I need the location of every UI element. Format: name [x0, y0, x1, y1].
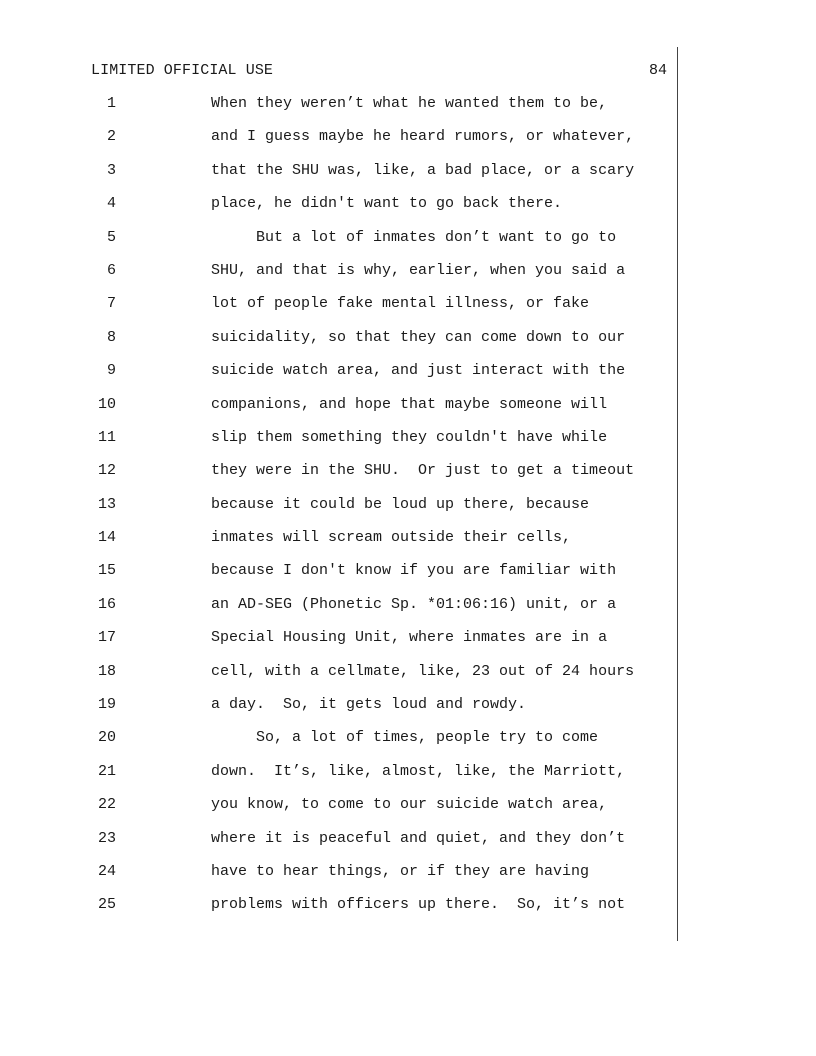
line-number: 1	[106, 95, 116, 112]
transcript-line	[0, 696, 680, 729]
transcript-line	[0, 663, 680, 696]
transcript-line	[0, 362, 680, 395]
transcript-line	[0, 329, 680, 362]
line-number: 13	[97, 495, 116, 513]
transcript-line	[0, 729, 680, 762]
transcript-line	[0, 629, 680, 662]
line-text: inmates will scream outside their cells,	[211, 529, 572, 547]
line-number: 21	[97, 762, 116, 780]
line-number: 3	[106, 161, 116, 179]
line-number: 11	[97, 428, 116, 446]
transcript-line	[0, 396, 680, 429]
line-number: 7	[106, 295, 116, 313]
line-text: down. It’s, like, almost, like, the Marriott,	[211, 762, 626, 780]
line-number: 14	[97, 529, 116, 547]
line-text: problems with officers up there. So, it’s not	[211, 896, 626, 914]
line-text: companions, and hope that maybe someone will	[211, 395, 608, 413]
line-number: 23	[97, 829, 116, 847]
line-text: slip them something they couldn't have while	[211, 428, 608, 446]
line-number: 4	[106, 195, 116, 213]
transcript-line	[0, 229, 680, 262]
line-text: place, he didn't want to go back there.	[211, 195, 563, 213]
line-number: 17	[97, 629, 116, 647]
line-text: a day. So, it gets loud and rowdy.	[211, 696, 527, 714]
transcript-line	[0, 763, 680, 796]
page-number: 84	[648, 62, 667, 79]
transcript-line	[0, 830, 680, 863]
transcript-line	[0, 429, 680, 462]
line-number: 15	[97, 562, 116, 580]
line-text: you know, to come to our suicide watch area,	[211, 796, 608, 814]
line-text: have to hear things, or if they are having	[211, 862, 590, 880]
line-text: Special Housing Unit, where inmates are in a	[211, 629, 608, 647]
line-text: because I don't know if you are familiar with	[211, 562, 617, 580]
transcript-line	[0, 562, 680, 595]
line-text: that the SHU was, like, a bad place, or a scary	[211, 161, 635, 179]
line-number: 6	[106, 261, 116, 279]
line-number: 2	[106, 128, 116, 146]
classification-header: LIMITED OFFICIAL USE	[91, 62, 274, 79]
line-text: When they weren’t what he wanted them to be,	[211, 95, 608, 112]
transcript-line	[0, 95, 680, 128]
line-text: cell, with a cellmate, like, 23 out of 24 hours	[211, 662, 635, 680]
line-text: lot of people fake mental illness, or fake	[211, 295, 590, 313]
transcript-line	[0, 896, 680, 929]
line-number: 19	[97, 696, 116, 714]
transcript-line	[0, 596, 680, 629]
line-number: 20	[97, 729, 116, 747]
line-number: 24	[97, 862, 116, 880]
line-text: So, a lot of times, people try to come	[211, 729, 599, 747]
transcript-lines	[0, 95, 680, 930]
line-text: But a lot of inmates don’t want to go to	[211, 228, 617, 246]
line-text: SHU, and that is why, earlier, when you said a	[211, 261, 626, 279]
line-text: and I guess maybe he heard rumors, or whatever,	[211, 128, 635, 146]
line-number: 9	[106, 362, 116, 380]
line-text: an AD-SEG (Phonetic Sp. *01:06:16) unit, or a	[211, 595, 617, 613]
transcript-line	[0, 295, 680, 328]
line-text: because it could be loud up there, because	[211, 495, 590, 513]
line-text: suicidality, so that they can come down to our	[211, 328, 626, 346]
transcript-line	[0, 262, 680, 295]
line-text: where it is peaceful and quiet, and they don’t	[211, 829, 626, 847]
transcript-line	[0, 128, 680, 161]
line-number: 12	[97, 462, 116, 480]
line-text: suicide watch area, and just interact with the	[211, 362, 626, 380]
transcript-line	[0, 796, 680, 829]
line-number: 18	[97, 662, 116, 680]
transcript-line	[0, 863, 680, 896]
line-number: 8	[106, 328, 116, 346]
line-number: 25	[97, 896, 116, 914]
transcript-line	[0, 496, 680, 529]
line-number: 5	[106, 228, 116, 246]
line-number: 22	[97, 796, 116, 814]
transcript-line	[0, 195, 680, 228]
transcript-line	[0, 162, 680, 195]
line-number: 16	[97, 595, 116, 613]
line-text: they were in the SHU. Or just to get a timeout	[211, 462, 635, 480]
transcript-line	[0, 529, 680, 562]
transcript-line	[0, 462, 680, 495]
line-number: 10	[97, 395, 116, 413]
